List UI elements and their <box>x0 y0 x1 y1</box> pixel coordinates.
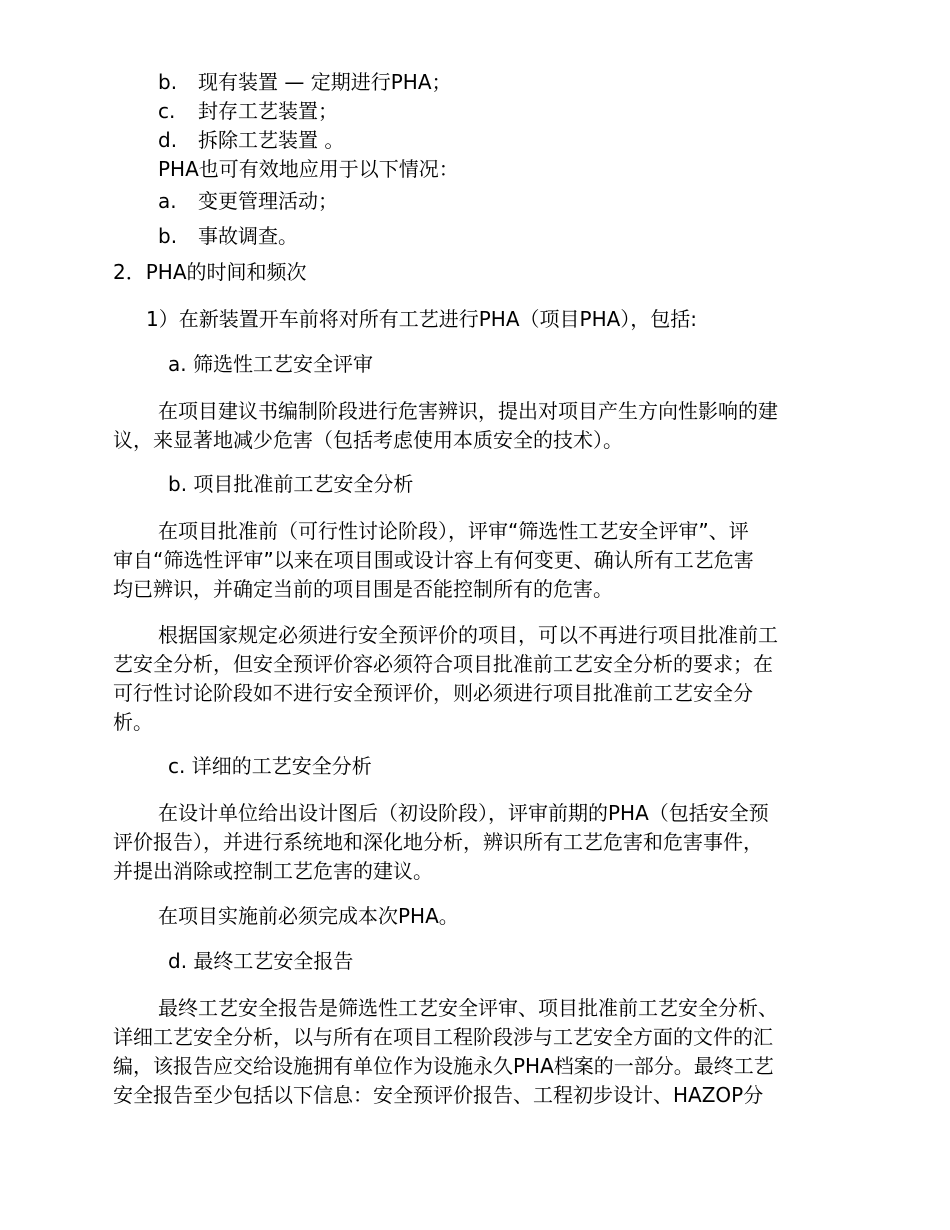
paragraph-line: 均已辨识，并确定当前的项目围是否能控制所有的危害。 <box>113 577 613 601</box>
paragraph-line: 析。 <box>113 710 153 734</box>
list-item <box>158 97 338 125</box>
list-text: 拆除工艺装置 。 <box>198 128 345 152</box>
intro-line: PHA也可有效地应用于以下情况： <box>158 157 459 181</box>
paragraph-line: 在项目建议书编制阶段进行危害辨识，提出对项目产生方向性影响的建 <box>158 399 778 423</box>
paragraph-line: 在项目批准前（可行性讨论阶段），评审“筛选性工艺安全评审”、评 <box>158 519 749 543</box>
paragraph-line: 评价报告），并进行系统地和深化地分析，辨识所有工艺危害和危害事件， <box>113 830 763 854</box>
paragraph-line: 在设计单位给出设计图后（初设阶段），评审前期的PHA（包括安全预 <box>158 801 769 825</box>
list-marker: a. <box>158 189 177 213</box>
list-item <box>158 187 338 215</box>
subsection-a-heading: a. 筛选性工艺安全评审 <box>168 352 373 376</box>
paragraph-line: 安全报告至少包括以下信息：安全预评价报告、工程初步设计、HAZOP分 <box>113 1083 764 1107</box>
paragraph-line: 详细工艺安全分析，以与所有在项目工程阶段涉与工艺安全方面的文件的汇 <box>113 1025 773 1049</box>
paragraph-line: 并提出消除或控制工艺危害的建议。 <box>113 859 433 883</box>
list-text: 变更管理活动； <box>198 189 338 213</box>
list-item <box>158 126 344 154</box>
list-marker: c. <box>158 99 176 123</box>
list-marker: b. <box>158 224 178 248</box>
list-marker: d. <box>158 128 178 152</box>
subsection-d-heading: d. 最终工艺安全报告 <box>168 949 354 973</box>
paragraph-line: 在项目实施前必须完成本次PHA。 <box>158 904 459 928</box>
paragraph-line: 编，该报告应交给设施拥有单位作为设施永久PHA档案的一部分。最终工艺 <box>113 1054 774 1078</box>
list-text: 现有装置 — 定期进行PHA； <box>198 70 452 94</box>
subsection-heading: 1）在新装置开车前将对所有工艺进行PHA（项目PHA），包括: <box>146 307 698 331</box>
list-marker: b. <box>158 70 178 94</box>
paragraph-line: 最终工艺安全报告是筛选性工艺安全评审、项目批准前工艺安全分析、 <box>158 996 778 1020</box>
section-heading: 2．PHA的时间和频次 <box>113 260 307 284</box>
list-text: 封存工艺装置； <box>198 99 338 123</box>
paragraph-line: 可行性讨论阶段如不进行安全预评价，则必须进行项目批准前工艺安全分 <box>113 681 753 705</box>
list-item <box>158 222 298 250</box>
paragraph-line: 根据国家规定必须进行安全预评价的项目，可以不再进行项目批准前工 <box>158 623 778 647</box>
paragraph-line: 议，来显著地减少危害（包括考虑使用本质安全的技术）。 <box>113 428 623 452</box>
paragraph-line: 艺安全分析，但安全预评价容必须符合项目批准前工艺安全分析的要求；在 <box>113 652 773 676</box>
paragraph-line: 审自“筛选性评审”以来在项目围或设计容上有何变更、确认所有工艺危害 <box>113 548 754 572</box>
list-item <box>158 68 452 96</box>
subsection-b-heading: b. 项目批准前工艺安全分析 <box>168 472 414 496</box>
subsection-c-heading: c. 详细的工艺安全分析 <box>168 754 372 778</box>
list-text: 事故调查。 <box>198 224 298 248</box>
